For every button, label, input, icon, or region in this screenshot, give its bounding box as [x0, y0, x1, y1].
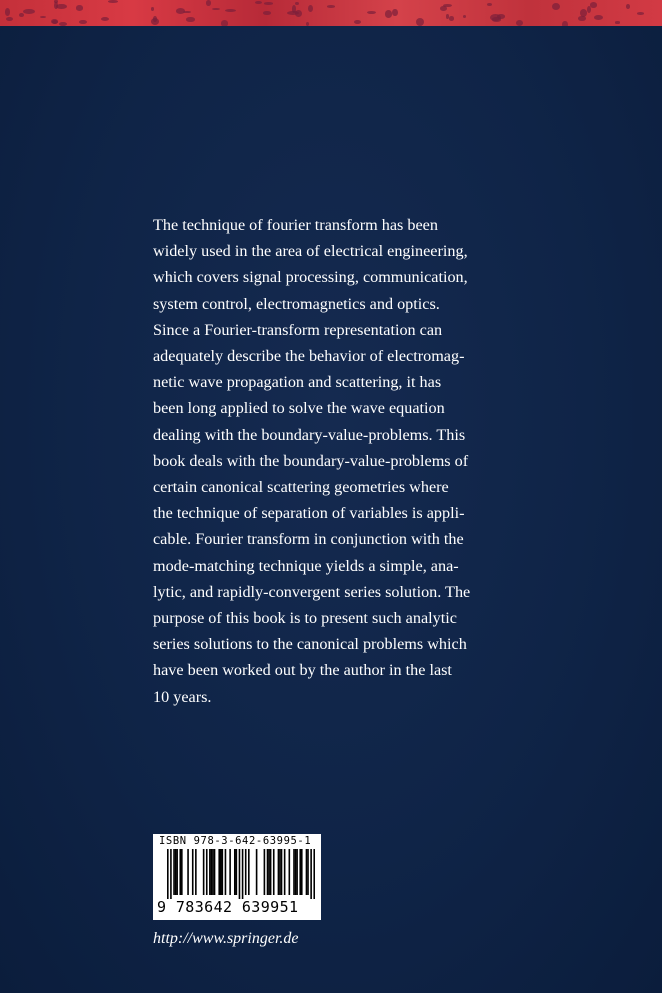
barcode-bar: [264, 849, 266, 895]
barcode-bar: [268, 849, 270, 895]
description-line: cable. Fourier transform in conjunction with the: [153, 530, 464, 549]
description-line: The technique of fourier transform has been: [153, 216, 438, 234]
barcode-bar: [176, 849, 178, 895]
band-speck: [626, 4, 630, 9]
description-line: 10 years.: [153, 687, 212, 706]
barcode-bar: [248, 849, 250, 895]
description-line: which covers signal processing, communication,: [153, 268, 468, 287]
description-line: lytic, and rapidly-convergent series solution. The: [153, 582, 471, 601]
band-speck: [449, 16, 454, 20]
description-line: been long applied to solve the wave equation: [153, 399, 445, 418]
band-speck: [40, 16, 46, 18]
book-description: [153, 212, 525, 710]
band-speck: [492, 17, 501, 21]
barcode-bar: [220, 849, 222, 895]
band-speck: [416, 18, 424, 26]
barcode-bar: [211, 849, 213, 895]
barcode-bar: [170, 849, 172, 899]
description-line: widely used in the area of electrical engineering,: [153, 242, 468, 261]
band-speck: [590, 2, 597, 7]
band-speck: [5, 8, 10, 16]
barcode-bar: [307, 849, 309, 895]
band-speck: [552, 3, 560, 10]
barcode-bar: [281, 849, 283, 895]
description-line: netic wave propagation and scattering, it has: [153, 373, 442, 392]
description-line: have been worked out by the author in the last: [153, 661, 452, 680]
barcode-bar: [167, 849, 169, 899]
barcode-bar: [301, 849, 303, 895]
band-speck: [6, 17, 13, 21]
band-speck: [255, 1, 262, 4]
barcode-bar: [209, 849, 211, 895]
band-speck: [385, 10, 392, 17]
isbn-label: ISBN 978-3-642-63995-1: [159, 835, 312, 847]
band-speck: [76, 5, 83, 10]
barcode-bar: [206, 849, 208, 895]
band-speck: [19, 13, 24, 17]
band-speck: [637, 12, 644, 14]
band-speck: [264, 2, 273, 5]
barcode-bar: [218, 849, 220, 895]
description-line: certain canonical scattering geometries where: [153, 478, 449, 497]
barcode-bar: [212, 849, 214, 895]
band-speck: [440, 6, 447, 11]
barcode-bar: [195, 849, 197, 895]
barcode-bar: [289, 849, 291, 895]
barcode-bar: [187, 849, 189, 895]
barcode-bar: [175, 849, 177, 895]
description-line: purpose of this book is to present such analytic: [153, 609, 457, 628]
description-line: system control, electromagnetics and optics.: [153, 294, 440, 313]
barcode-bar: [299, 849, 301, 895]
barcode-bar: [229, 849, 231, 895]
barcode-bar: [296, 849, 298, 895]
publisher-url[interactable]: http://www.springer.de: [153, 930, 299, 947]
band-speck: [367, 11, 376, 14]
barcode-bar: [270, 849, 272, 895]
band-speck: [392, 9, 398, 16]
description-line: mode-matching technique yields a simple, ana-: [153, 556, 459, 575]
band-speck: [295, 10, 302, 17]
band-speck: [487, 3, 492, 6]
barcode-bar: [214, 849, 216, 895]
barcode-bar: [173, 849, 175, 895]
band-speck: [186, 17, 194, 21]
band-speck: [594, 15, 603, 20]
barcode-bar: [179, 849, 181, 895]
band-speck: [176, 8, 185, 14]
barcode-graphic: [167, 849, 315, 899]
band-speck: [308, 5, 313, 12]
description-line: Since a Fourier-transform representation can: [153, 320, 443, 339]
barcode-bar: [181, 849, 183, 895]
barcode-bar: [293, 849, 295, 895]
barcode-bar: [295, 849, 297, 895]
band-speck: [79, 20, 87, 25]
barcode-bar: [256, 849, 258, 895]
band-speck: [212, 8, 220, 10]
barcode-bar: [239, 849, 241, 899]
description-line: series solutions to the canonical problems which: [153, 635, 467, 654]
barcode-bar: [313, 849, 315, 899]
isbn-barcode-box: [153, 834, 321, 920]
top-decorative-band: [0, 0, 662, 26]
description-line: adequately describe the behavior of electromag-: [153, 347, 465, 366]
description-line: dealing with the boundary-value-problems. This: [153, 425, 466, 444]
band-speck: [578, 16, 586, 21]
band-speck: [295, 2, 299, 5]
band-speck: [354, 20, 361, 24]
barcode-bar: [242, 849, 244, 899]
band-speck: [327, 5, 336, 7]
barcode-digits: 9 783642 639951: [157, 898, 299, 916]
barcode-bar: [284, 849, 286, 895]
barcode-bar: [267, 849, 269, 895]
band-speck: [225, 9, 235, 12]
barcode-bar: [310, 849, 312, 899]
barcode-bar: [234, 849, 236, 895]
band-speck: [52, 20, 58, 24]
band-speck: [101, 17, 109, 21]
barcode-bar: [278, 849, 280, 895]
barcode-bar: [236, 849, 238, 895]
band-speck: [443, 4, 452, 7]
barcode-bar: [203, 849, 205, 895]
description-line: book deals with the boundary-value-problems of: [153, 451, 469, 470]
barcode-bar: [222, 849, 224, 895]
barcode-bar: [279, 849, 281, 895]
band-speck: [263, 11, 270, 15]
band-speck: [615, 21, 620, 23]
barcode-bar: [273, 849, 275, 895]
barcode-bar: [225, 849, 227, 895]
band-speck: [151, 7, 155, 11]
barcode-bar: [306, 849, 308, 895]
band-speck: [108, 0, 118, 3]
barcode-bar: [245, 849, 247, 895]
description-line: the technique of separation of variables is appli-: [153, 504, 465, 523]
band-speck: [463, 15, 466, 18]
band-speck: [56, 4, 67, 9]
barcode-bar: [192, 849, 194, 895]
band-speck: [23, 9, 35, 14]
band-speck: [206, 0, 211, 5]
